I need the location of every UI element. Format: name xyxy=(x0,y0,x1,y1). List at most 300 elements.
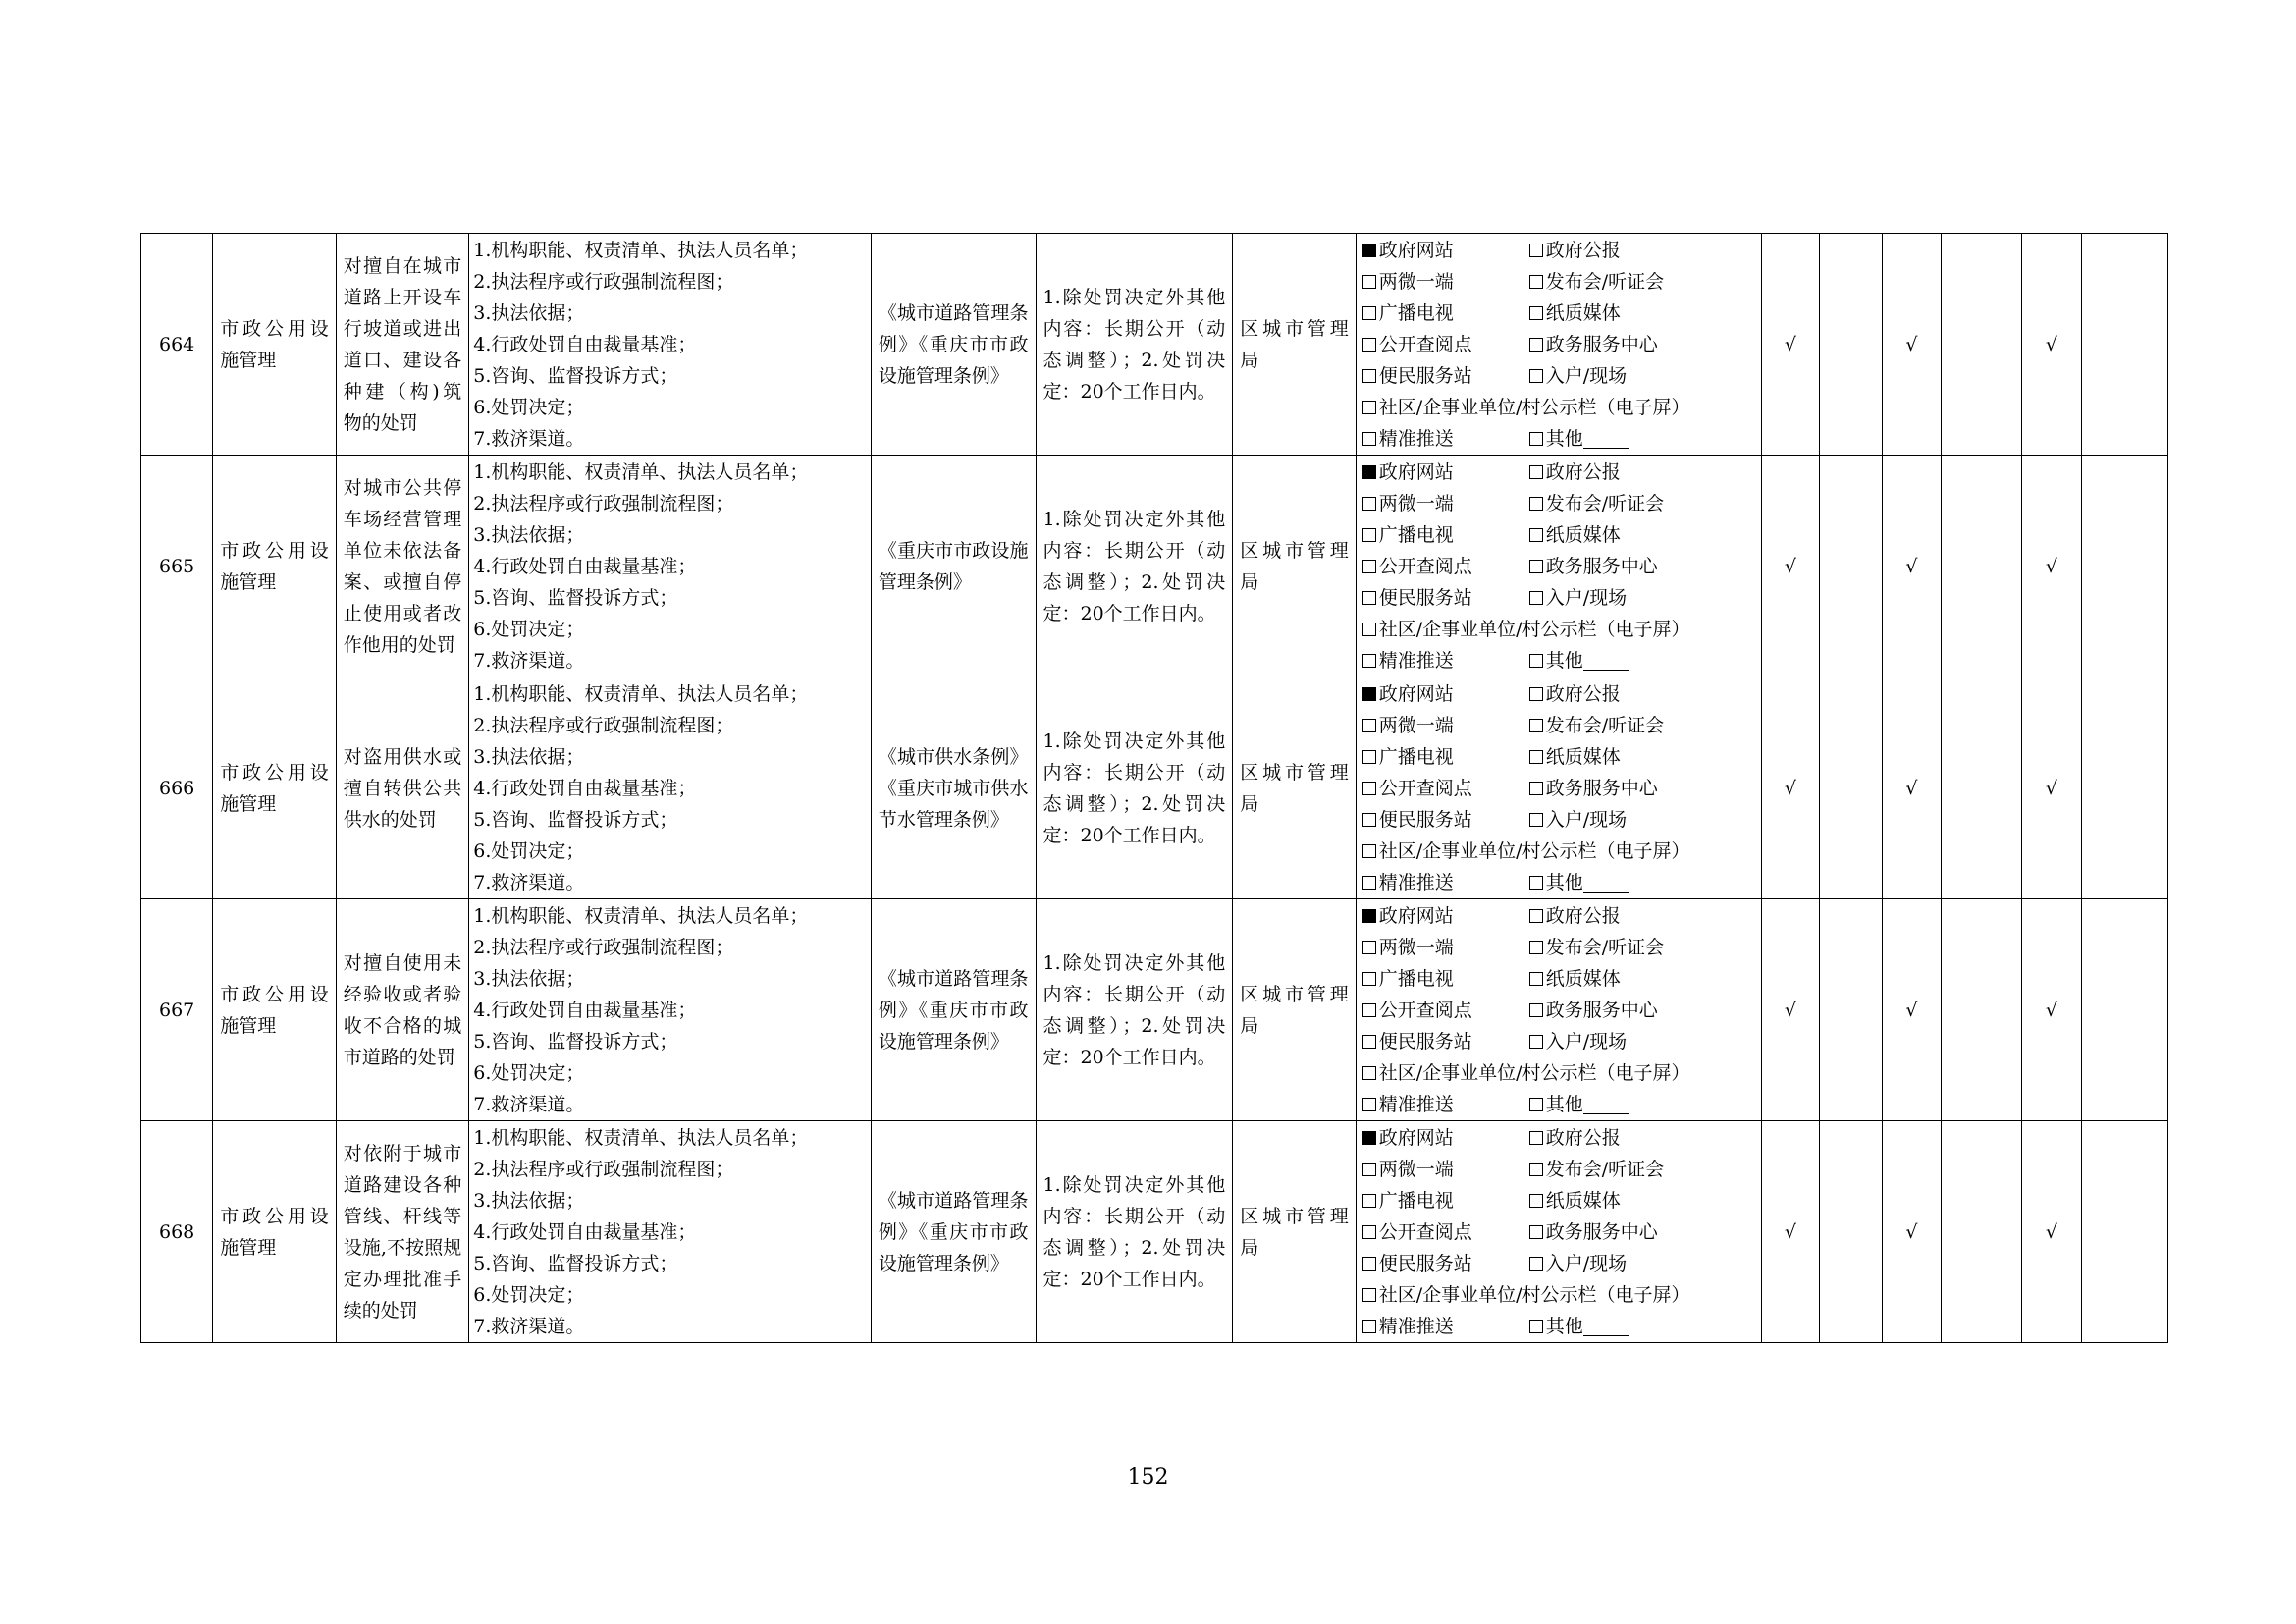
content-line: 7.救济渠道。 xyxy=(473,1093,585,1115)
category-text: 市政公用设施管理 xyxy=(220,983,329,1037)
channel-label: 广播电视 xyxy=(1378,967,1454,990)
channel-label: 公开查阅点 xyxy=(1378,999,1472,1021)
channel-service-center xyxy=(1529,551,1696,582)
content-cell xyxy=(469,677,872,899)
channel-broadcast xyxy=(1362,519,1529,551)
channels-cell xyxy=(1356,677,1762,899)
row-number-text: 664 xyxy=(159,333,195,355)
channel-paper-media xyxy=(1529,741,1696,773)
channel-label: 政府公报 xyxy=(1545,1126,1621,1149)
empty-box-icon xyxy=(1362,1098,1376,1111)
mark-cell-4 xyxy=(1942,677,2022,899)
content-cell xyxy=(469,1121,872,1343)
channel-onsite xyxy=(1529,582,1696,614)
item-cell xyxy=(336,456,469,677)
channel-service-center xyxy=(1529,995,1696,1026)
channel-two-micro xyxy=(1362,932,1529,963)
empty-box-icon xyxy=(1362,369,1376,383)
content-line: 6.处罚决定； xyxy=(473,839,585,862)
empty-box-icon xyxy=(1362,1194,1376,1208)
blank-line xyxy=(1583,872,1629,893)
channel-paper-media xyxy=(1529,1185,1696,1217)
channel-onsite xyxy=(1529,360,1696,392)
channel-label: 广播电视 xyxy=(1378,301,1454,324)
channel-label: 公开查阅点 xyxy=(1378,555,1472,577)
channel-label: 入户/现场 xyxy=(1545,364,1628,387)
item-text: 对擅自在城市道路上开设车行坡道或进出道口、建设各种建（构)筑物的处罚 xyxy=(343,254,462,434)
empty-box-icon xyxy=(1529,275,1543,289)
channel-label: 纸质媒体 xyxy=(1545,1189,1621,1212)
empty-box-icon xyxy=(1529,1098,1543,1111)
empty-box-icon xyxy=(1362,432,1376,446)
channels-cell xyxy=(1356,456,1762,677)
empty-box-icon xyxy=(1529,1257,1543,1271)
checkmark-icon: √ xyxy=(1784,777,1796,799)
mark-cell-2 xyxy=(1819,899,1882,1121)
table-row xyxy=(141,899,2168,1121)
channel-service-station xyxy=(1362,1248,1529,1279)
channel-label: 入户/现场 xyxy=(1545,586,1628,609)
content-line: 6.处罚决定； xyxy=(473,396,585,418)
channel-consult-point xyxy=(1362,1217,1529,1248)
channel-precise-push xyxy=(1362,423,1529,455)
channel-label: 社区/企事业单位/村公示栏（电子屏） xyxy=(1378,396,1690,418)
checkmark-icon: √ xyxy=(1905,1220,1918,1243)
empty-box-icon xyxy=(1529,876,1543,890)
content-line: 2.执法程序或行政强制流程图； xyxy=(473,270,734,293)
mark-cell-5 xyxy=(2022,677,2081,899)
content-line: 6.处罚决定； xyxy=(473,1283,585,1306)
mark-cell-1 xyxy=(1762,677,1819,899)
empty-box-icon xyxy=(1362,1257,1376,1271)
channel-other xyxy=(1529,1311,1696,1342)
channel-two-micro xyxy=(1362,266,1529,298)
checkmark-icon: √ xyxy=(2045,999,2057,1021)
checkmark-icon: √ xyxy=(1905,777,1918,799)
row-number xyxy=(141,677,213,899)
item-cell xyxy=(336,899,469,1121)
item-text: 对盗用供水或擅自转供公共供水的处罚 xyxy=(343,745,462,831)
channel-broadcast xyxy=(1362,741,1529,773)
content-line: 3.执法依据； xyxy=(473,301,585,324)
time-text: 1.除处罚决定外其他内容：长期公开（动态调整）；2.处罚决定：20个工作日内。 xyxy=(1042,730,1226,846)
channel-label: 发布会/听证会 xyxy=(1545,1158,1665,1180)
empty-box-icon xyxy=(1529,465,1543,479)
channel-service-station xyxy=(1362,360,1529,392)
mark-cell-6 xyxy=(2081,899,2167,1121)
channel-broadcast xyxy=(1362,963,1529,995)
basis-cell xyxy=(871,234,1036,456)
channel-broadcast xyxy=(1362,298,1529,329)
content-cell xyxy=(469,899,872,1121)
channel-hearing xyxy=(1529,932,1696,963)
channel-gov-gazette xyxy=(1529,900,1696,932)
empty-box-icon xyxy=(1529,1163,1543,1176)
mark-cell-3 xyxy=(1882,234,1941,456)
channel-label: 便民服务站 xyxy=(1378,1030,1472,1053)
channel-gov-gazette xyxy=(1529,457,1696,488)
category-cell xyxy=(213,456,336,677)
empty-box-icon xyxy=(1362,654,1376,668)
empty-box-icon xyxy=(1362,338,1376,352)
mark-cell-1 xyxy=(1762,456,1819,677)
mark-cell-4 xyxy=(1942,234,2022,456)
channel-hearing xyxy=(1529,710,1696,741)
content-line: 1.机构职能、权责清单、执法人员名单； xyxy=(473,460,809,483)
mark-cell-2 xyxy=(1819,677,1882,899)
channel-label: 精准推送 xyxy=(1378,649,1454,672)
empty-box-icon xyxy=(1362,750,1376,764)
empty-box-icon xyxy=(1529,1320,1543,1333)
content-line: 1.机构职能、权责清单、执法人员名单； xyxy=(473,239,809,261)
channels-grid xyxy=(1362,900,1756,1120)
empty-box-icon xyxy=(1529,1194,1543,1208)
category-text: 市政公用设施管理 xyxy=(220,761,329,815)
channel-consult-point xyxy=(1362,329,1529,360)
time-text: 1.除处罚决定外其他内容：长期公开（动态调整）；2.处罚决定：20个工作日内。 xyxy=(1042,1173,1226,1290)
category-cell xyxy=(213,234,336,456)
channel-label: 两微一端 xyxy=(1378,1158,1454,1180)
row-number xyxy=(141,1121,213,1343)
channel-label: 其他 xyxy=(1545,649,1583,672)
channel-paper-media xyxy=(1529,963,1696,995)
channel-other xyxy=(1529,1089,1696,1120)
channel-label: 政府网站 xyxy=(1378,460,1454,483)
empty-box-icon xyxy=(1529,306,1543,320)
category-text: 市政公用设施管理 xyxy=(220,317,329,371)
channel-consult-point xyxy=(1362,773,1529,804)
empty-box-icon xyxy=(1529,719,1543,732)
channels-grid xyxy=(1362,235,1756,455)
channel-label: 广播电视 xyxy=(1378,1189,1454,1212)
empty-box-icon xyxy=(1529,813,1543,827)
channel-gov-site xyxy=(1362,1122,1529,1154)
empty-box-icon xyxy=(1362,275,1376,289)
category-cell xyxy=(213,677,336,899)
channel-label: 政务服务中心 xyxy=(1545,555,1658,577)
basis-cell xyxy=(871,1121,1036,1343)
channel-label: 发布会/听证会 xyxy=(1545,270,1665,293)
channel-gov-gazette xyxy=(1529,678,1696,710)
empty-box-icon xyxy=(1362,623,1376,636)
empty-box-icon xyxy=(1529,560,1543,573)
channel-label: 便民服务站 xyxy=(1378,586,1472,609)
category-cell xyxy=(213,1121,336,1343)
channel-label: 其他 xyxy=(1545,427,1583,450)
checkmark-icon: √ xyxy=(1905,999,1918,1021)
content-line: 2.执法程序或行政强制流程图； xyxy=(473,714,734,736)
channel-gov-gazette xyxy=(1529,235,1696,266)
empty-box-icon xyxy=(1362,1288,1376,1302)
dept-text: 区城市管理局 xyxy=(1240,761,1349,815)
basis-text: 《城市道路管理条例》《重庆市市政设施管理条例》 xyxy=(878,301,1029,387)
empty-box-icon xyxy=(1529,432,1543,446)
category-text: 市政公用设施管理 xyxy=(220,1205,329,1259)
channel-consult-point xyxy=(1362,551,1529,582)
content-line: 6.处罚决定； xyxy=(473,618,585,640)
row-number xyxy=(141,899,213,1121)
empty-box-icon xyxy=(1529,972,1543,986)
dept-text: 区城市管理局 xyxy=(1240,983,1349,1037)
dept-cell xyxy=(1233,456,1356,677)
channel-precise-push xyxy=(1362,1311,1529,1342)
checkmark-icon: √ xyxy=(2045,555,2057,577)
mark-cell-5 xyxy=(2022,456,2081,677)
channels-grid xyxy=(1362,457,1756,677)
content-line: 5.咨询、监督投诉方式； xyxy=(473,1030,678,1053)
channel-label: 政府公报 xyxy=(1545,460,1621,483)
channel-label: 政府网站 xyxy=(1378,239,1454,261)
empty-box-icon xyxy=(1362,1225,1376,1239)
item-cell xyxy=(336,677,469,899)
mark-cell-3 xyxy=(1882,1121,1941,1343)
row-number-text: 668 xyxy=(159,1220,195,1243)
channel-label: 发布会/听证会 xyxy=(1545,936,1665,958)
time-cell xyxy=(1036,899,1233,1121)
mark-cell-3 xyxy=(1882,677,1941,899)
channel-service-station xyxy=(1362,1026,1529,1057)
channel-label: 政府网站 xyxy=(1378,682,1454,705)
channel-label: 社区/企事业单位/村公示栏（电子屏） xyxy=(1378,618,1690,640)
channel-label: 政府公报 xyxy=(1545,682,1621,705)
disclosure-table xyxy=(140,233,2168,1343)
channel-label: 其他 xyxy=(1545,871,1583,893)
empty-box-icon xyxy=(1529,1003,1543,1017)
item-text: 对擅自使用未经验收或者验收不合格的城市道路的处罚 xyxy=(343,951,462,1068)
channels-cell xyxy=(1356,899,1762,1121)
empty-box-icon xyxy=(1529,782,1543,795)
content-line: 4.行政处罚自由裁量基准； xyxy=(473,777,697,799)
category-text: 市政公用设施管理 xyxy=(220,539,329,593)
basis-text: 《城市道路管理条例》《重庆市市政设施管理条例》 xyxy=(878,967,1029,1053)
empty-box-icon xyxy=(1362,782,1376,795)
time-cell xyxy=(1036,677,1233,899)
mark-cell-1 xyxy=(1762,234,1819,456)
channel-label: 便民服务站 xyxy=(1378,808,1472,831)
blank-line xyxy=(1583,1094,1629,1114)
content-line: 4.行政处罚自由裁量基准； xyxy=(473,1220,697,1243)
channel-bulletin xyxy=(1362,836,1696,867)
channel-label: 政务服务中心 xyxy=(1545,999,1658,1021)
channel-precise-push xyxy=(1362,867,1529,898)
dept-text: 区城市管理局 xyxy=(1240,317,1349,371)
time-text: 1.除处罚决定外其他内容：长期公开（动态调整）；2.处罚决定：20个工作日内。 xyxy=(1042,286,1226,403)
channel-label: 两微一端 xyxy=(1378,714,1454,736)
mark-cell-5 xyxy=(2022,899,2081,1121)
empty-box-icon xyxy=(1529,1035,1543,1049)
mark-cell-6 xyxy=(2081,456,2167,677)
channel-label: 社区/企事业单位/村公示栏（电子屏） xyxy=(1378,1283,1690,1306)
channel-bulletin xyxy=(1362,1279,1696,1311)
channel-label: 两微一端 xyxy=(1378,936,1454,958)
row-number xyxy=(141,456,213,677)
channel-label: 公开查阅点 xyxy=(1378,777,1472,799)
item-cell xyxy=(336,234,469,456)
checkmark-icon: √ xyxy=(1784,999,1796,1021)
channel-label: 入户/现场 xyxy=(1545,1030,1628,1053)
empty-box-icon xyxy=(1362,941,1376,954)
channel-label: 两微一端 xyxy=(1378,270,1454,293)
basis-text: 《城市道路管理条例》《重庆市市政设施管理条例》 xyxy=(878,1189,1029,1274)
mark-cell-6 xyxy=(2081,677,2167,899)
channels-cell xyxy=(1356,234,1762,456)
empty-box-icon xyxy=(1362,1035,1376,1049)
channel-label: 便民服务站 xyxy=(1378,364,1472,387)
empty-box-icon xyxy=(1529,497,1543,511)
channel-other xyxy=(1529,645,1696,677)
channel-label: 纸质媒体 xyxy=(1545,745,1621,768)
empty-box-icon xyxy=(1362,844,1376,858)
empty-box-icon xyxy=(1362,591,1376,605)
channel-service-center xyxy=(1529,1217,1696,1248)
content-line: 2.执法程序或行政强制流程图； xyxy=(473,492,734,514)
dept-cell xyxy=(1233,1121,1356,1343)
channel-gov-site xyxy=(1362,900,1529,932)
content-cell xyxy=(469,456,872,677)
content-line: 1.机构职能、权责清单、执法人员名单； xyxy=(473,904,809,927)
channel-label: 入户/现场 xyxy=(1545,808,1628,831)
content-line: 3.执法依据； xyxy=(473,967,585,990)
table-row xyxy=(141,456,2168,677)
channel-bulletin xyxy=(1362,614,1696,645)
mark-cell-6 xyxy=(2081,234,2167,456)
mark-cell-4 xyxy=(1942,899,2022,1121)
channel-label: 政务服务中心 xyxy=(1545,333,1658,355)
content-line: 5.咨询、监督投诉方式； xyxy=(473,808,678,831)
dept-cell xyxy=(1233,677,1356,899)
channel-precise-push xyxy=(1362,645,1529,677)
channels-grid xyxy=(1362,678,1756,898)
content-cell xyxy=(469,234,872,456)
channel-label: 政府公报 xyxy=(1545,239,1621,261)
time-cell xyxy=(1036,234,1233,456)
checkmark-icon: √ xyxy=(2045,333,2057,355)
empty-box-icon xyxy=(1529,909,1543,923)
basis-text: 《重庆市市政设施管理条例》 xyxy=(878,539,1029,593)
channel-label: 公开查阅点 xyxy=(1378,1220,1472,1243)
item-text: 对城市公共停车场经营管理单位未依法备案、或擅自停止使用或者改作他用的处罚 xyxy=(343,476,462,656)
channel-gov-site xyxy=(1362,678,1529,710)
channel-hearing xyxy=(1529,488,1696,519)
dept-cell xyxy=(1233,234,1356,456)
empty-box-icon xyxy=(1529,591,1543,605)
mark-cell-2 xyxy=(1819,234,1882,456)
channel-label: 精准推送 xyxy=(1378,1093,1454,1115)
row-number xyxy=(141,234,213,456)
channel-label: 其他 xyxy=(1545,1093,1583,1115)
content-line: 5.咨询、监督投诉方式； xyxy=(473,1252,678,1274)
empty-box-icon xyxy=(1529,654,1543,668)
time-text: 1.除处罚决定外其他内容：长期公开（动态调整）；2.处罚决定：20个工作日内。 xyxy=(1042,951,1226,1068)
channel-label: 政务服务中心 xyxy=(1545,777,1658,799)
channel-service-center xyxy=(1529,329,1696,360)
mark-cell-1 xyxy=(1762,1121,1819,1343)
mark-cell-2 xyxy=(1819,456,1882,677)
channel-other xyxy=(1529,423,1696,455)
channel-gov-site xyxy=(1362,235,1529,266)
checkmark-icon: √ xyxy=(1784,333,1796,355)
dept-text: 区城市管理局 xyxy=(1240,539,1349,593)
checkmark-icon: √ xyxy=(1784,555,1796,577)
channel-gov-gazette xyxy=(1529,1122,1696,1154)
table-row xyxy=(141,677,2168,899)
channel-label: 社区/企事业单位/村公示栏（电子屏） xyxy=(1378,839,1690,862)
channel-label: 纸质媒体 xyxy=(1545,967,1621,990)
empty-box-icon xyxy=(1362,972,1376,986)
channel-consult-point xyxy=(1362,995,1529,1026)
channel-onsite xyxy=(1529,1248,1696,1279)
content-line: 7.救济渠道。 xyxy=(473,1315,585,1337)
mark-cell-3 xyxy=(1882,899,1941,1121)
blank-line xyxy=(1583,650,1629,671)
empty-box-icon xyxy=(1362,1320,1376,1333)
content-line: 3.执法依据； xyxy=(473,1189,585,1212)
channel-paper-media xyxy=(1529,519,1696,551)
basis-cell xyxy=(871,899,1036,1121)
channel-bulletin xyxy=(1362,1057,1696,1089)
empty-box-icon xyxy=(1362,560,1376,573)
content-line: 5.咨询、监督投诉方式； xyxy=(473,586,678,609)
channel-label: 两微一端 xyxy=(1378,492,1454,514)
channel-label: 纸质媒体 xyxy=(1545,301,1621,324)
empty-box-icon xyxy=(1362,813,1376,827)
channels-cell xyxy=(1356,1121,1762,1343)
empty-box-icon xyxy=(1529,941,1543,954)
content-line: 4.行政处罚自由裁量基准； xyxy=(473,333,697,355)
channel-two-micro xyxy=(1362,710,1529,741)
content-line: 1.机构职能、权责清单、执法人员名单； xyxy=(473,682,809,705)
blank-line xyxy=(1583,428,1629,449)
table-row xyxy=(141,1121,2168,1343)
channel-label: 广播电视 xyxy=(1378,523,1454,546)
time-cell xyxy=(1036,456,1233,677)
channel-hearing xyxy=(1529,266,1696,298)
checked-box-icon xyxy=(1362,465,1376,479)
channel-label: 公开查阅点 xyxy=(1378,333,1472,355)
channel-label: 发布会/听证会 xyxy=(1545,714,1665,736)
row-number-text: 665 xyxy=(159,555,195,577)
row-number-text: 667 xyxy=(159,999,195,1021)
content-line: 7.救济渠道。 xyxy=(473,427,585,450)
channel-hearing xyxy=(1529,1154,1696,1185)
channel-label: 入户/现场 xyxy=(1545,1252,1628,1274)
item-cell xyxy=(336,1121,469,1343)
channel-broadcast xyxy=(1362,1185,1529,1217)
content-line: 5.咨询、监督投诉方式； xyxy=(473,364,678,387)
content-line: 4.行政处罚自由裁量基准； xyxy=(473,555,697,577)
time-text: 1.除处罚决定外其他内容：长期公开（动态调整）；2.处罚决定：20个工作日内。 xyxy=(1042,508,1226,624)
content-line: 3.执法依据； xyxy=(473,745,585,768)
blank-line xyxy=(1583,1316,1629,1336)
channel-onsite xyxy=(1529,1026,1696,1057)
channel-service-station xyxy=(1362,582,1529,614)
channel-bulletin xyxy=(1362,392,1696,423)
dept-text: 区城市管理局 xyxy=(1240,1205,1349,1259)
checkmark-icon: √ xyxy=(1905,333,1918,355)
channel-label: 纸质媒体 xyxy=(1545,523,1621,546)
content-line: 4.行政处罚自由裁量基准； xyxy=(473,999,697,1021)
channel-label: 其他 xyxy=(1545,1315,1583,1337)
checkmark-icon: √ xyxy=(1784,1220,1796,1243)
empty-box-icon xyxy=(1362,497,1376,511)
content-line: 3.执法依据； xyxy=(473,523,585,546)
item-text: 对依附于城市道路建设各种管线、杆线等设施,不按照规定办理批准手续的处罚 xyxy=(343,1142,462,1322)
channels-grid xyxy=(1362,1122,1756,1342)
checked-box-icon xyxy=(1362,687,1376,701)
empty-box-icon xyxy=(1362,528,1376,542)
mark-cell-1 xyxy=(1762,899,1819,1121)
empty-box-icon xyxy=(1529,369,1543,383)
